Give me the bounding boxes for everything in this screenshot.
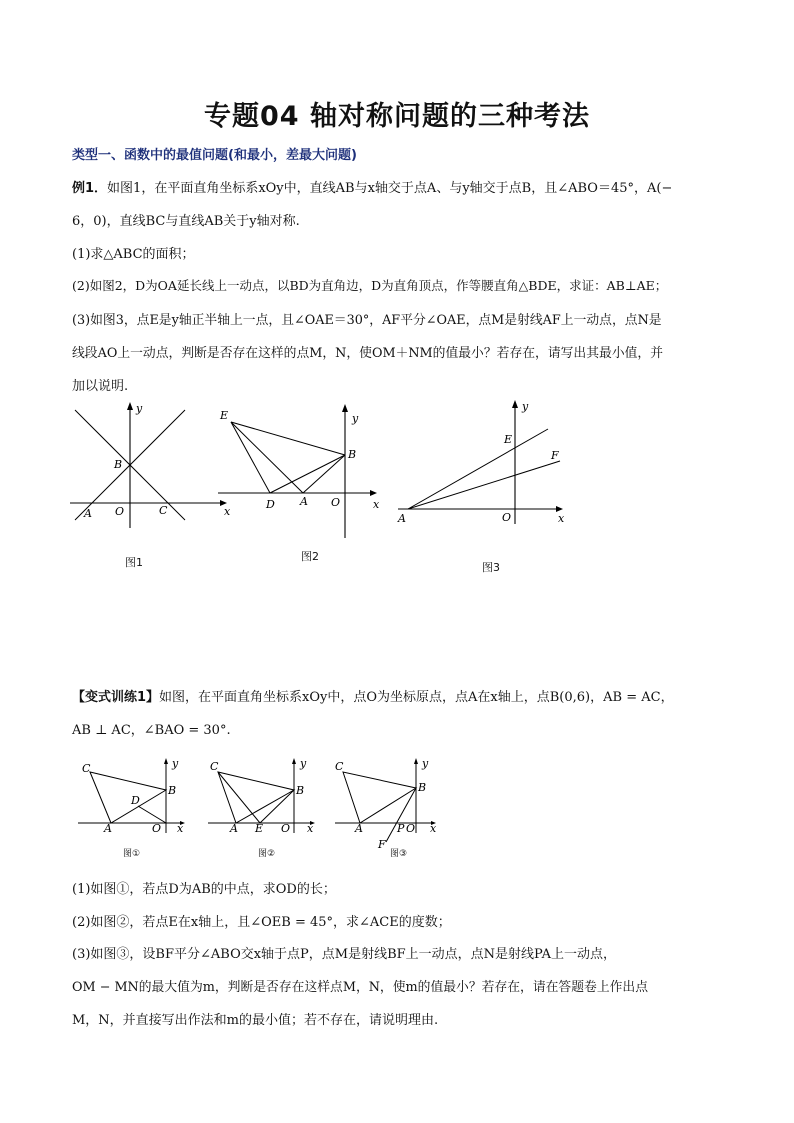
- variant1-line1: [72, 686, 674, 705]
- fig2-x-arrow: [370, 490, 377, 496]
- figure-a: [78, 757, 193, 859]
- figure-2: [215, 400, 380, 563]
- variant1-line2: AB ⊥ AC，∠BAO = 30°.: [72, 723, 231, 738]
- figa-label-x: x: [177, 822, 184, 835]
- variant1-label: 【变式训练1】: [72, 690, 160, 705]
- variant1-text1: 如图，在平面直角坐标系xOy中，点O为坐标原点，点A在x轴上，点B(0,6)，AB = AC，: [159, 690, 674, 705]
- fig2-segment-ed: [231, 422, 270, 493]
- fig2-segment-db: [270, 455, 345, 493]
- figure-c: [335, 757, 450, 859]
- figure-1: [70, 400, 231, 569]
- figc-caption: 图③: [390, 849, 408, 859]
- figure-b: [208, 757, 323, 859]
- example1-line1: [72, 177, 672, 196]
- fig2-label-x: x: [373, 498, 380, 511]
- figb-label-o: O: [281, 822, 291, 835]
- fig3-label-f: F: [551, 449, 559, 462]
- figb-segment-ce: [218, 772, 260, 823]
- section-heading: 类型一、函数中的最值问题(和最小，差最大问题): [72, 148, 357, 163]
- figa-caption: 图①: [123, 849, 141, 859]
- fig2-label-b: B: [348, 448, 357, 461]
- page-title: 专题04 轴对称问题的三种考法: [204, 101, 590, 132]
- figa-label-c: C: [82, 762, 91, 775]
- variant1-question3-line3: M，N，并直接写出作法和m的最小值；若不存在，请说明理由.: [72, 1013, 439, 1028]
- figb-label-c: C: [210, 760, 219, 773]
- fig3-ray-af: [408, 461, 560, 509]
- fig2-label-e: E: [220, 409, 229, 422]
- variant1-question3-line1: (3)如图③，设BF平分∠ABO交x轴于点P，点M是射线BF上一动点，点N是射线PA上一动点，: [72, 947, 617, 962]
- fig1-label-x: x: [224, 505, 231, 518]
- figa-label-a: A: [104, 822, 112, 835]
- figa-label-d: D: [131, 794, 140, 807]
- figb-triangle: [218, 772, 294, 823]
- figb-label-a: A: [230, 822, 238, 835]
- figc-y-arrow: [414, 758, 418, 764]
- fig3-label-e: E: [504, 433, 513, 446]
- fig1-label-c: C: [159, 504, 168, 517]
- fig3-label-x: x: [558, 512, 565, 525]
- figa-label-b: B: [168, 784, 177, 797]
- figc-label-y: y: [422, 757, 429, 770]
- fig1-caption: 图1: [125, 556, 143, 569]
- fig1-label-b: B: [114, 458, 123, 471]
- example1-text1: 如图1，在平面直角坐标系xOy中，直线AB与x轴交于点A、与y轴交于点B，且∠ABO＝45°，A(−: [107, 181, 673, 196]
- variant1-question2: (2)如图②，若点E在x轴上，且∠OEB = 45°，求∠ACE的度数；: [72, 915, 451, 930]
- example1-question3-line3: 加以说明.: [72, 379, 129, 394]
- figb-label-y: y: [300, 757, 307, 770]
- fig2-label-o: O: [331, 496, 341, 509]
- example1-question2: (2)如图2，D为OA延长线上一动点，以BD为直角边，D为直角顶点，作等腰直角△BDE，求证：AB⊥AE；: [72, 278, 668, 293]
- figb-caption: 图②: [258, 849, 276, 859]
- fig2-label-a: A: [300, 495, 308, 508]
- example1-question3-line2: 线段AO上一动点，判断是否存在这样的点M，N，使OM＋NM的值最小？若存在，请写出其最小值，并: [72, 346, 664, 361]
- fig3-label-y: y: [522, 400, 529, 413]
- fig1-label-y: y: [136, 402, 143, 415]
- figa-label-y: y: [172, 757, 179, 770]
- fig3-ray-ae: [408, 429, 548, 509]
- fig3-label-o: O: [502, 511, 512, 524]
- fig2-caption: 图2: [301, 550, 319, 563]
- fig2-label-d: D: [266, 498, 275, 511]
- figc-label-c: C: [335, 760, 344, 773]
- figc-label-f: F: [378, 838, 386, 851]
- fig1-y-arrow: [127, 402, 133, 410]
- variant1-question1: (1)如图①，若点D为AB的中点，求OD的长；: [72, 882, 336, 897]
- figure-3: [398, 396, 573, 574]
- figa-triangle: [90, 772, 166, 823]
- fig1-label-o: O: [115, 505, 125, 518]
- fig3-caption: 图3: [482, 561, 500, 574]
- figb-label-b: B: [296, 784, 305, 797]
- figc-label-a: A: [355, 822, 363, 835]
- fig3-y-arrow: [512, 400, 518, 408]
- example1-question1: (1)求△ABC的面积；: [72, 247, 195, 262]
- figa-label-o: O: [152, 822, 162, 835]
- example1-label: 例1．: [72, 181, 108, 196]
- fig2-label-y: y: [352, 412, 359, 425]
- fig2-segment-ab: [303, 455, 345, 493]
- figc-label-b: B: [418, 781, 427, 794]
- fig3-label-a: A: [398, 512, 406, 525]
- fig2-y-arrow: [342, 404, 348, 412]
- figb-y-arrow: [292, 758, 296, 764]
- figc-label-p: P: [397, 822, 405, 835]
- figb-label-x: x: [307, 822, 314, 835]
- figa-y-arrow: [164, 758, 168, 764]
- variant1-question3-line2: OM − MN的最大值为m，判断是否存在这样点M，N，使m的值最小？若存在，请在答题卷上作出点: [72, 980, 649, 995]
- example1-line2: 6，0)，直线BC与直线AB关于y轴对称.: [72, 214, 300, 229]
- figa-segment-od: [138, 806, 166, 823]
- fig1-label-a: A: [84, 507, 92, 520]
- figb-label-e: E: [255, 822, 264, 835]
- figc-label-o: O: [406, 822, 416, 835]
- figc-triangle: [343, 772, 416, 823]
- figc-label-x: x: [430, 822, 437, 835]
- example1-question3-line1: (3)如图3，点E是y轴正半轴上一点，且∠OAE＝30°，AF平分∠OAE，点M是射线AF上一动点，点N是: [72, 313, 662, 328]
